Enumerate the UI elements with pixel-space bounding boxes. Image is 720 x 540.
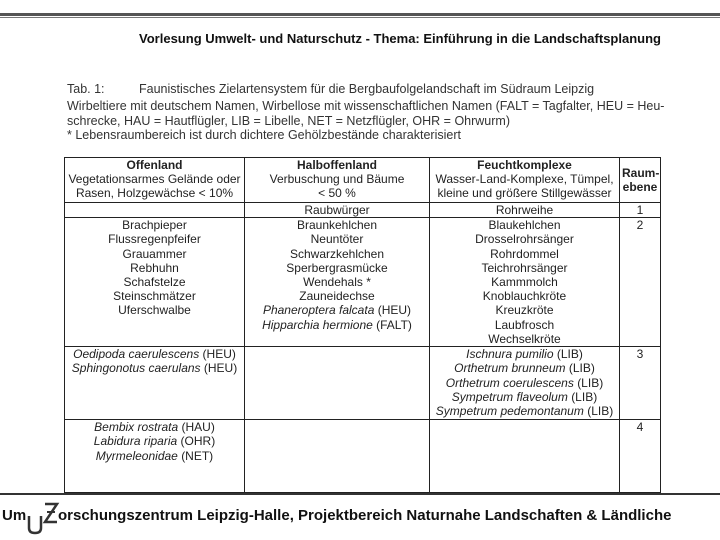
species-name: Drosselrohrsänger xyxy=(475,232,574,247)
table-row-1 xyxy=(65,203,661,218)
species-name: Neuntöter xyxy=(310,232,364,247)
species-scientific-name: Myrmeleonidae xyxy=(95,448,178,463)
species-entry xyxy=(247,303,427,317)
header-halboffenland-sub2: < 50 % xyxy=(318,186,356,201)
species-name: Brachpieper xyxy=(122,218,187,233)
table-caption-text: Faunistisches Zielartensystem für die Bergbaufolgelandschaft im Südraum Leipzig xyxy=(139,82,595,96)
species-group-tag: (LIB) xyxy=(577,375,604,390)
row4-raumebene: 4 xyxy=(620,420,661,493)
species-entry xyxy=(67,434,242,448)
species-group-tag: (LIB) xyxy=(568,361,595,376)
species-scientific-name: Sympetrum flaveolum xyxy=(451,389,568,404)
header-halboffenland-sub1: Verbuschung und Bäume xyxy=(269,172,405,187)
species-entry xyxy=(432,376,617,390)
species-group-tag: (HEU) xyxy=(203,361,238,376)
header-offenland xyxy=(65,158,245,203)
footer-rule xyxy=(0,493,720,495)
species-scientific-name: Oedipoda caerulescens xyxy=(73,347,200,362)
table-caption-label: Tab. 1: xyxy=(67,82,105,96)
species-name: Laubfrosch xyxy=(494,317,555,332)
species-entry xyxy=(67,449,242,463)
zielarten-table xyxy=(64,157,661,493)
species-name: Steinschmätzer xyxy=(113,289,196,304)
page-title-text: Vorlesung Umwelt- und Naturschutz - Thema: Einführung in die Landschaftsplanung xyxy=(139,31,661,46)
species-scientific-name: Hipparchia hermione xyxy=(262,317,373,332)
top-rule-thin xyxy=(0,17,720,18)
species-name: Rohrdommel xyxy=(490,246,559,261)
species-scientific-name: Labidura riparia xyxy=(93,434,178,449)
header-raumebene xyxy=(620,158,661,203)
species-group-tag: (LIB) xyxy=(556,347,583,362)
species-scientific-name: Sphingonotus caerulans xyxy=(71,361,201,376)
header-raumebene-line2: ebene xyxy=(622,180,658,194)
row1-offenland xyxy=(65,203,245,218)
species-entry xyxy=(67,347,242,361)
header-raumebene-line1: Raum- xyxy=(622,165,660,180)
header-offenland-sub2: Rasen, Holzgewächse < 10% xyxy=(75,186,234,201)
row2-feuchtkomplexe xyxy=(430,218,620,347)
species-scientific-name: Phaneroptera falcata xyxy=(262,303,375,318)
species-entry xyxy=(432,404,617,418)
row4-halboffenland xyxy=(245,420,430,493)
row3-offenland xyxy=(65,347,245,420)
species-name: Schafstelze xyxy=(123,275,186,290)
row2-halboffenland xyxy=(245,218,430,347)
header-offenland-title: Offenland xyxy=(126,158,183,172)
species-entry xyxy=(247,318,427,332)
species-group-tag: (FALT) xyxy=(376,317,412,332)
species-entry xyxy=(432,347,617,361)
table-header-row xyxy=(65,158,661,203)
species-name: Kreuzkröte xyxy=(495,303,554,318)
footer-prefix: Um xyxy=(2,507,27,524)
species-entry xyxy=(432,390,617,404)
species-group-tag: (NET) xyxy=(181,448,214,463)
logo-letter-u xyxy=(29,516,41,533)
species-entry xyxy=(67,361,242,375)
species-name: Blaukehlchen xyxy=(488,218,561,233)
species-scientific-name: Orthetrum brunneum xyxy=(454,361,566,376)
caption-line-3: * Lebensraumbereich ist durch dichtere Gehölzbestände charakterisiert xyxy=(67,128,461,142)
row2-offenland xyxy=(65,218,245,347)
species-group-tag: (LIB) xyxy=(571,389,598,404)
row1-halboffenland: Raubwürger xyxy=(245,203,430,218)
caption-line-2: schrecke, HAU = Hautflügler, LIB = Libelle, NET = Netzflügler, OHR = Ohrwurm) xyxy=(67,114,510,128)
species-scientific-name: Ischnura pumilio xyxy=(466,347,554,362)
species-name: Uferschwalbe xyxy=(118,303,191,318)
species-group-tag: (OHR) xyxy=(180,434,216,449)
species-name: Flussregenpfeifer xyxy=(108,232,201,247)
species-group-tag: (HAU) xyxy=(181,420,215,435)
species-scientific-name: Bembix rostrata xyxy=(94,420,179,435)
species-entry xyxy=(432,361,617,375)
header-feuchtkomplexe-sub2: kleine und größere Stillgewässer xyxy=(437,186,612,201)
species-name: Zauneidechse xyxy=(299,289,375,304)
species-name: Schwarzkehlchen xyxy=(289,246,385,261)
species-group-tag: (HEU) xyxy=(202,347,236,362)
species-name: Knoblauchkröte xyxy=(482,289,567,304)
row3-halboffenland xyxy=(245,347,430,420)
species-name: Sperbergrasmücke xyxy=(286,260,388,275)
top-rule xyxy=(0,13,720,16)
row2-raumebene: 2 xyxy=(620,218,661,347)
species-name: Kammmolch xyxy=(491,275,558,290)
row3-raumebene: 3 xyxy=(620,347,661,420)
header-halboffenland-title: Halboffenland xyxy=(297,158,377,172)
row4-offenland xyxy=(65,420,245,493)
species-group-tag: (LIB) xyxy=(587,404,614,419)
row1-feuchtkomplexe: Rohrweihe xyxy=(430,203,620,218)
table-row-3 xyxy=(65,347,661,420)
species-scientific-name: Orthetrum coerulescens xyxy=(445,375,574,390)
header-halboffenland xyxy=(245,158,430,203)
species-name: Braunkehlchen xyxy=(296,218,378,233)
header-offenland-sub1: Vegetationsarmes Gelände oder xyxy=(68,172,241,187)
species-group-tag: (HEU) xyxy=(377,303,412,318)
header-feuchtkomplexe-title: Feuchtkomplexe xyxy=(477,158,572,172)
header-feuchtkomplexe xyxy=(430,158,620,203)
row3-feuchtkomplexe xyxy=(430,347,620,420)
species-name: Rebhuhn xyxy=(130,260,179,275)
ufz-logo xyxy=(26,498,60,536)
row4-feuchtkomplexe xyxy=(430,420,620,493)
footer-text: orschungszentrum Leipzig-Halle, Projektbereich Naturnahe Landschaften & Ländliche xyxy=(58,507,672,524)
table-row-4 xyxy=(65,420,661,493)
table-row-2 xyxy=(65,218,661,347)
caption-line-1: Wirbeltiere mit deutschem Namen, Wirbellose mit wissenschaftlichen Namen (FALT = Tagfalter, HEU = Heu- xyxy=(67,99,665,113)
page-title xyxy=(0,31,720,46)
table-caption-title xyxy=(67,82,594,96)
species-name: Wechselkröte xyxy=(488,331,561,346)
row1-raumebene: 1 xyxy=(620,203,661,218)
species-name: Wendehals * xyxy=(303,275,371,290)
species-name: Grauammer xyxy=(122,246,187,261)
header-feuchtkomplexe-sub1: Wasser-Land-Komplexe, Tümpel, xyxy=(435,172,614,187)
species-name: Teichrohrsänger xyxy=(481,260,568,275)
species-entry xyxy=(67,420,242,434)
species-scientific-name: Sympetrum pedemontanum xyxy=(435,404,584,419)
